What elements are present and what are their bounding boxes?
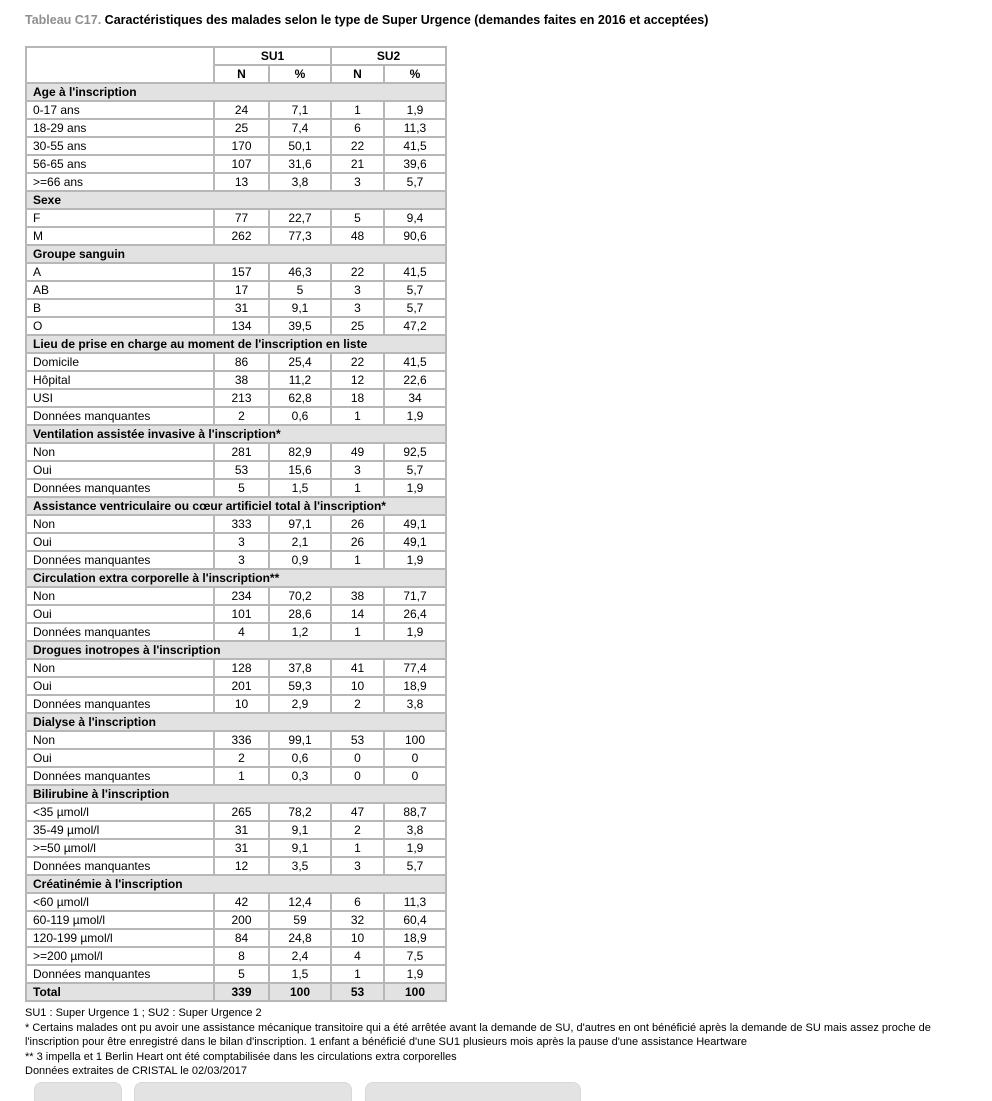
corner-cell [26,47,214,83]
cell-value: 28,6 [269,605,331,623]
cell-value: 39,5 [269,317,331,335]
footnote-double-asterisk: ** 3 impella et 1 Berlin Heart ont été comptabilisée dans les circulations extra corporelles [25,1050,457,1063]
column-group-header-row [26,47,446,65]
row-label: Total [26,983,214,1001]
section-header: Sexe [26,191,446,209]
su2-pct-header: % [384,65,446,83]
cell-value: 10 [331,677,384,695]
cell-value: 1 [331,101,384,119]
row-label: AB [26,281,214,299]
cell-value: 1,9 [384,479,446,497]
cell-value: 92,5 [384,443,446,461]
section-header-row [26,497,446,515]
section-header-row [26,335,446,353]
cell-value: 100 [384,731,446,749]
table-row [26,587,446,605]
cell-value: 84 [214,929,269,947]
cell-value: 13 [214,173,269,191]
row-label: B [26,299,214,317]
cell-value: 2 [214,407,269,425]
table-row [26,731,446,749]
cell-value: 5,7 [384,281,446,299]
cell-value: 5 [214,965,269,983]
section-header: Drogues inotropes à l'inscription [26,641,446,659]
cell-value: 46,3 [269,263,331,281]
row-label: >=50 µmol/l [26,839,214,857]
bottom-partial-button-1[interactable] [34,1082,122,1101]
cell-value: 1,9 [384,839,446,857]
row-label: Données manquantes [26,623,214,641]
cell-value: 4 [214,623,269,641]
table-row [26,299,446,317]
cell-value: 11,2 [269,371,331,389]
cell-value: 200 [214,911,269,929]
cell-value: 10 [331,929,384,947]
cell-value: 47 [331,803,384,821]
cell-value: 12 [331,371,384,389]
section-header-row [26,785,446,803]
table-row [26,803,446,821]
cell-value: 25,4 [269,353,331,371]
cell-value: 1,9 [384,965,446,983]
table-row [26,155,446,173]
cell-value: 18 [331,389,384,407]
section-header-row [26,641,446,659]
cell-value: 1 [331,965,384,983]
section-header-row [26,425,446,443]
cell-value: 59 [269,911,331,929]
section-header: Créatinémie à l'inscription [26,875,446,893]
cell-value: 265 [214,803,269,821]
table-row [26,929,446,947]
table-row [26,317,446,335]
cell-value: 101 [214,605,269,623]
cell-value: 97,1 [269,515,331,533]
cell-value: 5,7 [384,299,446,317]
cell-value: 234 [214,587,269,605]
cell-value: 77,3 [269,227,331,245]
cell-value: 41,5 [384,263,446,281]
cell-value: 3 [331,857,384,875]
su2-column-group-header: SU2 [331,47,446,65]
row-label: 56-65 ans [26,155,214,173]
total-row [26,983,446,1001]
cell-value: 3 [214,551,269,569]
cell-value: 22,7 [269,209,331,227]
cell-value: 53 [331,731,384,749]
cell-value: 7,1 [269,101,331,119]
cell-value: 1 [214,767,269,785]
cell-value: 7,5 [384,947,446,965]
cell-value: 49,1 [384,533,446,551]
row-label: Non [26,659,214,677]
cell-value: 281 [214,443,269,461]
cell-value: 53 [331,983,384,1001]
cell-value: 0 [384,749,446,767]
footnote-data-source: Données extraites de CRISTAL le 02/03/2017 [25,1065,247,1077]
cell-value: 88,7 [384,803,446,821]
cell-value: 31,6 [269,155,331,173]
cell-value: 77 [214,209,269,227]
cell-value: 3,8 [384,821,446,839]
row-label: A [26,263,214,281]
cell-value: 48 [331,227,384,245]
cell-value: 339 [214,983,269,1001]
cell-value: 82,9 [269,443,331,461]
table-row [26,443,446,461]
section-header-row [26,713,446,731]
table-row [26,119,446,137]
page-title [25,13,708,27]
cell-value: 336 [214,731,269,749]
cell-value: 3 [214,533,269,551]
cell-value: 12,4 [269,893,331,911]
row-label: 18-29 ans [26,119,214,137]
cell-value: 2 [214,749,269,767]
table-row [26,857,446,875]
row-label: Données manquantes [26,479,214,497]
cell-value: 1 [331,623,384,641]
cell-value: 9,1 [269,299,331,317]
cell-value: 262 [214,227,269,245]
cell-value: 60,4 [384,911,446,929]
bottom-partial-button-3[interactable] [365,1082,581,1101]
row-label: 120-199 µmol/l [26,929,214,947]
cell-value: 31 [214,821,269,839]
section-header: Ventilation assistée invasive à l'inscription* [26,425,446,443]
cell-value: 90,6 [384,227,446,245]
row-label: Domicile [26,353,214,371]
table-row [26,551,446,569]
cell-value: 5 [214,479,269,497]
table-row [26,839,446,857]
cell-value: 77,4 [384,659,446,677]
bottom-partial-button-2[interactable] [134,1082,352,1101]
cell-value: 14 [331,605,384,623]
table-row [26,821,446,839]
row-label: Données manquantes [26,767,214,785]
cell-value: 18,9 [384,677,446,695]
cell-value: 25 [331,317,384,335]
row-label: <35 µmol/l [26,803,214,821]
row-label: Non [26,587,214,605]
footnote-abbreviations: SU1 : Super Urgence 1 ; SU2 : Super Urgence 2 [25,1007,262,1019]
table-row [26,173,446,191]
footnotes [25,1006,977,1079]
cell-value: 11,3 [384,119,446,137]
table-row [26,515,446,533]
cell-value: 107 [214,155,269,173]
row-label: 60-119 µmol/l [26,911,214,929]
cell-value: 26 [331,515,384,533]
cell-value: 38 [214,371,269,389]
su1-pct-header: % [269,65,331,83]
cell-value: 5,7 [384,857,446,875]
cell-value: 99,1 [269,731,331,749]
cell-value: 53 [214,461,269,479]
cell-value: 1 [331,839,384,857]
cell-value: 37,8 [269,659,331,677]
cell-value: 157 [214,263,269,281]
cell-value: 3 [331,281,384,299]
cell-value: 170 [214,137,269,155]
row-label: USI [26,389,214,407]
section-header-row [26,83,446,101]
cell-value: 0,3 [269,767,331,785]
row-label: Oui [26,533,214,551]
cell-value: 39,6 [384,155,446,173]
table-row [26,893,446,911]
cell-value: 7,4 [269,119,331,137]
row-label: Oui [26,749,214,767]
table-row [26,479,446,497]
cell-value: 24 [214,101,269,119]
cell-value: 31 [214,299,269,317]
cell-value: 5 [269,281,331,299]
cell-value: 2,4 [269,947,331,965]
cell-value: 41,5 [384,353,446,371]
section-header: Age à l'inscription [26,83,446,101]
cell-value: 3,8 [384,695,446,713]
table-row [26,677,446,695]
cell-value: 213 [214,389,269,407]
table-row [26,749,446,767]
row-label: O [26,317,214,335]
cell-value: 0,6 [269,749,331,767]
table-row [26,353,446,371]
row-label: >=66 ans [26,173,214,191]
table-row [26,227,446,245]
cell-value: 4 [331,947,384,965]
cell-value: 100 [269,983,331,1001]
cell-value: 9,1 [269,821,331,839]
cell-value: 86 [214,353,269,371]
cell-value: 31 [214,839,269,857]
cell-value: 42 [214,893,269,911]
row-label: Données manquantes [26,857,214,875]
row-label: 35-49 µmol/l [26,821,214,839]
table-title-text: Caractéristiques des malades selon le type de Super Urgence (demandes faites en 2016 et acceptées) [104,13,709,27]
row-label: Données manquantes [26,965,214,983]
table-row [26,623,446,641]
cell-value: 34 [384,389,446,407]
cell-value: 134 [214,317,269,335]
cell-value: 3,8 [269,173,331,191]
row-label: Oui [26,677,214,695]
cell-value: 49 [331,443,384,461]
cell-value: 22 [331,353,384,371]
su-characteristics-table [25,46,447,1002]
cell-value: 6 [331,893,384,911]
section-header: Lieu de prise en charge au moment de l'inscription en liste [26,335,446,353]
cell-value: 49,1 [384,515,446,533]
cell-value: 1,5 [269,965,331,983]
table-row [26,461,446,479]
cell-value: 9,4 [384,209,446,227]
cell-value: 1 [331,551,384,569]
cell-value: 201 [214,677,269,695]
section-header: Assistance ventriculaire ou cœur artificiel total à l'inscription* [26,497,446,515]
cell-value: 9,1 [269,839,331,857]
cell-value: 1,9 [384,407,446,425]
cell-value: 32 [331,911,384,929]
cell-value: 70,2 [269,587,331,605]
row-label: Oui [26,461,214,479]
table-row [26,659,446,677]
row-label: Non [26,443,214,461]
cell-value: 21 [331,155,384,173]
cell-value: 0 [331,749,384,767]
cell-value: 41 [331,659,384,677]
cell-value: 8 [214,947,269,965]
row-label: F [26,209,214,227]
cell-value: 3 [331,299,384,317]
section-header-row [26,569,446,587]
cell-value: 2 [331,695,384,713]
row-label: >=200 µmol/l [26,947,214,965]
cell-value: 2 [331,821,384,839]
cell-value: 5 [331,209,384,227]
section-header-row [26,245,446,263]
cell-value: 38 [331,587,384,605]
cell-value: 2,1 [269,533,331,551]
cell-value: 1 [331,479,384,497]
cell-value: 15,6 [269,461,331,479]
cell-value: 10 [214,695,269,713]
table-row [26,281,446,299]
table-row [26,947,446,965]
cell-value: 5,7 [384,173,446,191]
row-label: Données manquantes [26,551,214,569]
cell-value: 17 [214,281,269,299]
cell-value: 1,5 [269,479,331,497]
cell-value: 3,5 [269,857,331,875]
row-label: Non [26,515,214,533]
cell-value: 18,9 [384,929,446,947]
table-row [26,965,446,983]
cell-value: 0 [331,767,384,785]
section-header: Circulation extra corporelle à l'inscription** [26,569,446,587]
cell-value: 47,2 [384,317,446,335]
section-header: Bilirubine à l'inscription [26,785,446,803]
cell-value: 0,9 [269,551,331,569]
cell-value: 2,9 [269,695,331,713]
footnote-asterisk: * Certains malades ont pu avoir une assistance mécanique transitoire qui a été arrêtée avant la demande de SU, d'autres en ont bénéficié après la demande de SU mais assez proche de l'inscription pour être enregistré dans le bilan d'inscription. 1 enfant a bénéficié d'une SU1 plusieurs mois après la pause d'une assistance Heartware [25,1021,931,1048]
row-label: Non [26,731,214,749]
cell-value: 128 [214,659,269,677]
cell-value: 5,7 [384,461,446,479]
cell-value: 25 [214,119,269,137]
su1-column-group-header: SU1 [214,47,331,65]
cell-value: 3 [331,173,384,191]
table-row [26,389,446,407]
table-row [26,695,446,713]
table-row [26,101,446,119]
table-row [26,533,446,551]
row-label: Données manquantes [26,407,214,425]
cell-value: 26 [331,533,384,551]
row-label: 30-55 ans [26,137,214,155]
cell-value: 100 [384,983,446,1001]
row-label: <60 µmol/l [26,893,214,911]
cell-value: 22,6 [384,371,446,389]
table-row [26,911,446,929]
cell-value: 50,1 [269,137,331,155]
cell-value: 26,4 [384,605,446,623]
table-number-label: Tableau C17. [25,13,102,27]
row-label: 0-17 ans [26,101,214,119]
cell-value: 1 [331,407,384,425]
section-header-row [26,191,446,209]
row-label: Oui [26,605,214,623]
su2-n-header: N [331,65,384,83]
cell-value: 62,8 [269,389,331,407]
table-row [26,263,446,281]
table-row [26,605,446,623]
cell-value: 1,2 [269,623,331,641]
cell-value: 22 [331,263,384,281]
cell-value: 24,8 [269,929,331,947]
row-label: Hôpital [26,371,214,389]
cell-value: 1,9 [384,623,446,641]
section-header: Groupe sanguin [26,245,446,263]
cell-value: 6 [331,119,384,137]
cell-value: 1,9 [384,551,446,569]
table-row [26,137,446,155]
cell-value: 78,2 [269,803,331,821]
su1-n-header: N [214,65,269,83]
cell-value: 11,3 [384,893,446,911]
section-header-row [26,875,446,893]
cell-value: 22 [331,137,384,155]
section-header: Dialyse à l'inscription [26,713,446,731]
cell-value: 59,3 [269,677,331,695]
table-row [26,407,446,425]
cell-value: 1,9 [384,101,446,119]
table-row [26,209,446,227]
table-row [26,371,446,389]
cell-value: 3 [331,461,384,479]
table-row [26,767,446,785]
row-label: M [26,227,214,245]
table-body [26,83,446,1001]
cell-value: 12 [214,857,269,875]
cell-value: 333 [214,515,269,533]
cell-value: 0,6 [269,407,331,425]
row-label: Données manquantes [26,695,214,713]
cell-value: 41,5 [384,137,446,155]
cell-value: 71,7 [384,587,446,605]
cell-value: 0 [384,767,446,785]
